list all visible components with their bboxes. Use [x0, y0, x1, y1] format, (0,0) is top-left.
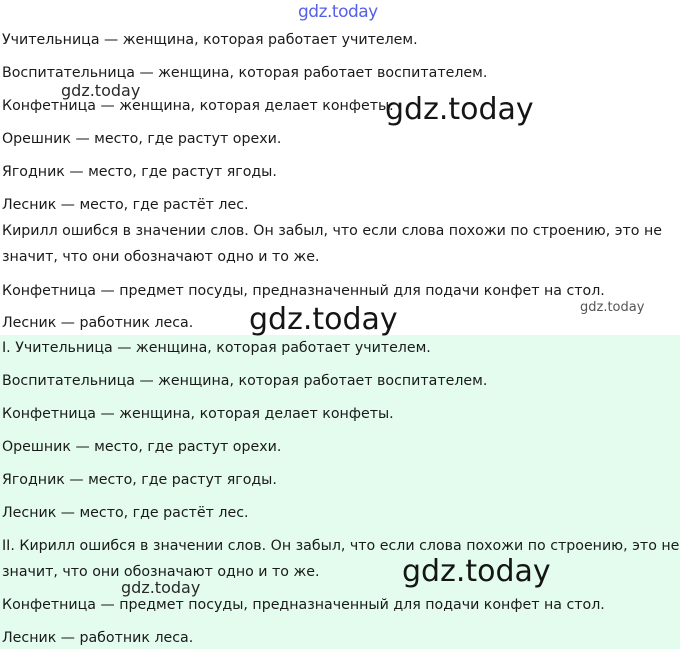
text-line: Лесник — работник леса.: [2, 315, 194, 331]
text-line: Конфетница — женщина, которая делает конфеты.: [2, 406, 394, 422]
watermark: gdz.today: [249, 302, 398, 337]
text-line: Кирилл ошибся в значении слов. Он забыл, что если слова похожи по строению, это не: [2, 223, 662, 239]
text-line: Ягодник — место, где растут ягоды.: [2, 472, 277, 488]
text-line: значит, что они обозначают одно и то же.: [2, 564, 320, 580]
text-line: Лесник — место, где растёт лес.: [2, 505, 249, 521]
text-line: Орешник — место, где растут орехи.: [2, 131, 282, 147]
watermark: gdz.today: [61, 81, 141, 100]
text-line: Лесник — работник леса.: [2, 630, 194, 646]
text-line: Воспитательница — женщина, которая работает воспитателем.: [2, 65, 488, 81]
watermark-header: gdz.today: [298, 2, 378, 22]
text-line: Конфетница — предмет посуды, предназначенный для подачи конфет на стол.: [2, 597, 605, 613]
text-line: Лесник — место, где растёт лес.: [2, 197, 249, 213]
watermark: gdz.today: [402, 554, 551, 589]
watermark: gdz.today: [580, 300, 645, 315]
text-line: Ягодник — место, где растут ягоды.: [2, 164, 277, 180]
text-line: Конфетница — предмет посуды, предназначенный для подачи конфет на стол.: [2, 283, 605, 299]
text-line: значит, что они обозначают одно и то же.: [2, 249, 320, 265]
text-line: Воспитательница — женщина, которая работает воспитателем.: [2, 373, 488, 389]
text-line: Конфетница — женщина, которая делает конфеты.: [2, 98, 394, 114]
answer-section-highlighted: [0, 335, 680, 649]
text-line: Орешник — место, где растут орехи.: [2, 439, 282, 455]
watermark: gdz.today: [385, 92, 534, 127]
text-line: Учительница — женщина, которая работает учителем.: [2, 32, 418, 48]
text-line: I. Учительница — женщина, которая работает учителем.: [2, 340, 431, 356]
watermark: gdz.today: [121, 578, 201, 597]
text-line: II. Кирилл ошибся в значении слов. Он забыл, что если слова похожи по строению, это не: [2, 538, 680, 554]
